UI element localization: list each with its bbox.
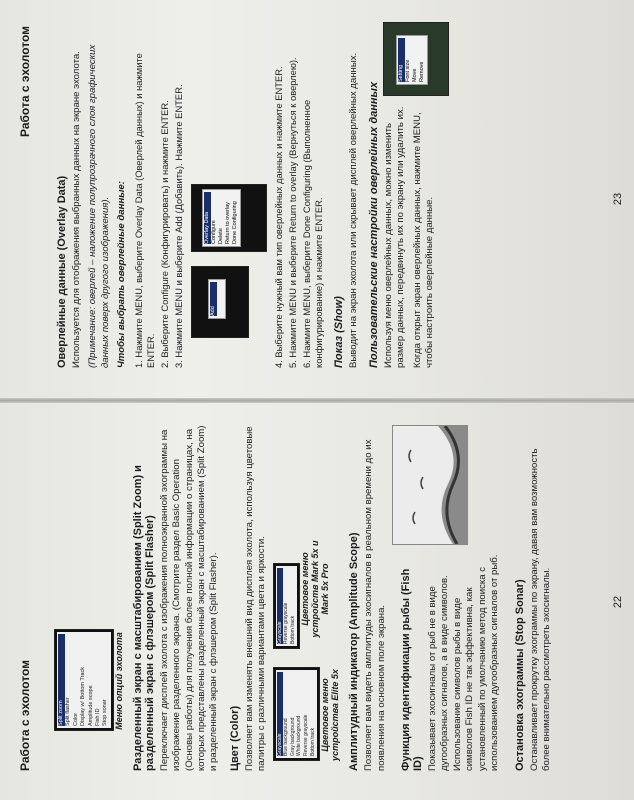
overlay-step-6: 6. Нажмите MENU, выберите Done Configuring (Выполненное конфигурирование) и нажмите ENTER.	[300, 99, 324, 368]
amplitude-text: Позволяет вам видеть амплитуды эхосигналов в реальном времени до их появления на основном поле экрана.	[363, 439, 387, 771]
overlay-title: Оверлейные данные (Overlay Data)	[56, 175, 68, 368]
page-header: Работа с эхолотом	[18, 660, 32, 771]
color-menu-elite	[276, 670, 318, 758]
overlay-screen-2	[191, 184, 267, 252]
options-menu-item: Amplitude scope	[87, 685, 94, 726]
custom-text-2: Когда открыт экран оверлейных данных, нажмите MENU, чтобы настроить оверлейные данные.	[411, 112, 436, 368]
color-menu-item: Reverse grayscale	[283, 602, 290, 644]
options-menu-item: Stop sonar	[102, 699, 109, 726]
color-menu-mark-screen	[273, 563, 301, 649]
color-menu-item: Grayscale	[277, 568, 284, 644]
fishid-sonar-image	[392, 425, 468, 545]
page-number: 22	[612, 595, 624, 609]
color-menu-elite-screen	[273, 667, 321, 761]
options-menu-item: Split zoom	[58, 634, 65, 726]
color-menu-item: Blue background	[283, 718, 290, 756]
overlay-steps-title: Чтобы выбрать оверлейные данные:	[116, 181, 128, 368]
overlay-menu-item: Configure	[210, 220, 217, 244]
sonar-graphic	[393, 426, 467, 544]
overlay-note: (Примечание: оверлей – наложение полупрозрачного слоя графических данных поверх другого изображения).	[87, 44, 111, 368]
color-caption-elite: Цветовое меню устройства Elite 5x	[320, 669, 341, 761]
overlay-menu-item: Return to overlay	[224, 202, 231, 244]
amplitude-title: Амплитудный индикатор (Amplitude Scope)	[348, 532, 361, 771]
color-menu-item: Reverse grayscale	[303, 714, 310, 756]
custom-title: Пользовательские настройки оверлейных данных	[368, 81, 381, 368]
options-menu-item: Color	[72, 712, 79, 726]
show-text: Выводит на экран эхолота или скрывает дисплей оверлейных данных.	[347, 52, 359, 368]
options-menu-item: Display w/ Bottom Track	[80, 667, 87, 726]
options-menu-screen	[54, 629, 114, 731]
page-22	[0, 403, 634, 800]
page-header: Работа с эхолотом	[18, 26, 32, 137]
custom-menu-item: Font size	[405, 59, 412, 82]
page-number: 23	[612, 192, 624, 206]
overlay-step-5: 5. Нажмите MENU и выберите Return to overlay (Вернуться к оверлею).	[286, 57, 298, 368]
color-text: Позволяет вам изменять внешний вид дисплея эхолота, используя цветовые палитры с различными вариантами цвета и яркости.	[243, 426, 268, 771]
custom-menu-item: Move	[412, 68, 419, 82]
color-menu-item: Gray background	[289, 717, 296, 756]
custom-screen	[383, 22, 449, 96]
color-menu-item: Bottom track	[289, 615, 296, 644]
overlay-menu-item: Done Configuring	[231, 201, 238, 244]
page-23	[0, 0, 634, 398]
color-menu-item: Bottom track	[309, 727, 316, 756]
page-23-content	[0, 0, 634, 398]
color-menu-item: White background	[296, 715, 303, 756]
options-menu-item: Split flasher	[65, 697, 72, 726]
overlay-menu-item: Overlay Data	[204, 192, 211, 244]
overlay-step-2: 2. Выберите Configure (Конфигурировать) и нажмите ENTER.	[158, 100, 170, 368]
split-text: Переключает дисплей эхолота с изображения полноэкранной эхограммы на изображение разделенного экрана. (Смотрите раздел Basic Operation (Основы работы) для получения более полной информации о страницах, на которых представлены разделенный экран с масштабированием (Split Zoom) и разделенный экран с флэшером (Split Flasher).	[158, 425, 220, 771]
overlay-screen-1	[191, 266, 249, 338]
overlay-step-1: 1. Нажмите MENU, выберите Overlay Data (Оверлей данных) и нажмите ENTER.	[132, 53, 156, 368]
overlay-popup	[208, 279, 226, 319]
color-title: Цвет (Color)	[228, 705, 241, 771]
overlay-intro: Используется для отображения выбранных данных на экране эхолота.	[71, 51, 82, 368]
split-title: Разделенный экран с масштабированием (Split Zoom) и разделенный экран с флэшером (Split Flasher)	[131, 465, 156, 771]
overlay-step-4: 4. Выберите нужный вам тип оверлейных данных и нажмите ENTER.	[272, 66, 284, 368]
stop-text: Останавливает прокрутку эхограммы по экрану, давая вам возможность более внимательно рассмотреть эхосигналы.	[528, 448, 552, 771]
custom-text-1: Используя меню оверлейных данных, можно изменить размер данных, передвинуть их по экрану или удалить их.	[383, 106, 407, 368]
overlay-menu	[202, 189, 241, 247]
page-22-content	[0, 403, 634, 800]
stop-title: Остановка эхограммы (Stop Sonar)	[513, 579, 526, 771]
fishid-title: Функция идентификации рыбы (Fish ID)	[400, 568, 425, 771]
custom-menu-item: Remove	[419, 61, 426, 82]
options-menu-item: Fish ID	[95, 708, 102, 726]
overlay-step-3: 3. Нажмите MENU и выберите Add (Добавить). Нажмите ENTER.	[172, 84, 184, 368]
options-menu-caption: Меню опций эхолота	[113, 632, 124, 730]
options-menu	[57, 632, 111, 728]
custom-menu-item: Setting	[398, 38, 405, 82]
popup-item: Add	[210, 282, 217, 316]
color-caption-mark: Цветовое меню устройств Mark 5x и Mark 5x Pro	[300, 540, 331, 638]
overlay-menu-item: Delete	[217, 228, 224, 244]
custom-menu	[396, 35, 428, 85]
show-title: Показ (Show)	[332, 296, 345, 368]
color-menu-mark	[276, 566, 298, 646]
color-menu-item: Grayscale	[277, 672, 284, 756]
fishid-text: Показывает эхосигналы от рыб не в виде дугообразных сигналов, а в виде символов. Использование символов рыбы в виде символов Fish ID не так эффективна, как установленный по умолчанию метод поиска с использованием дугообразных сигналов от рыб.	[427, 554, 501, 771]
